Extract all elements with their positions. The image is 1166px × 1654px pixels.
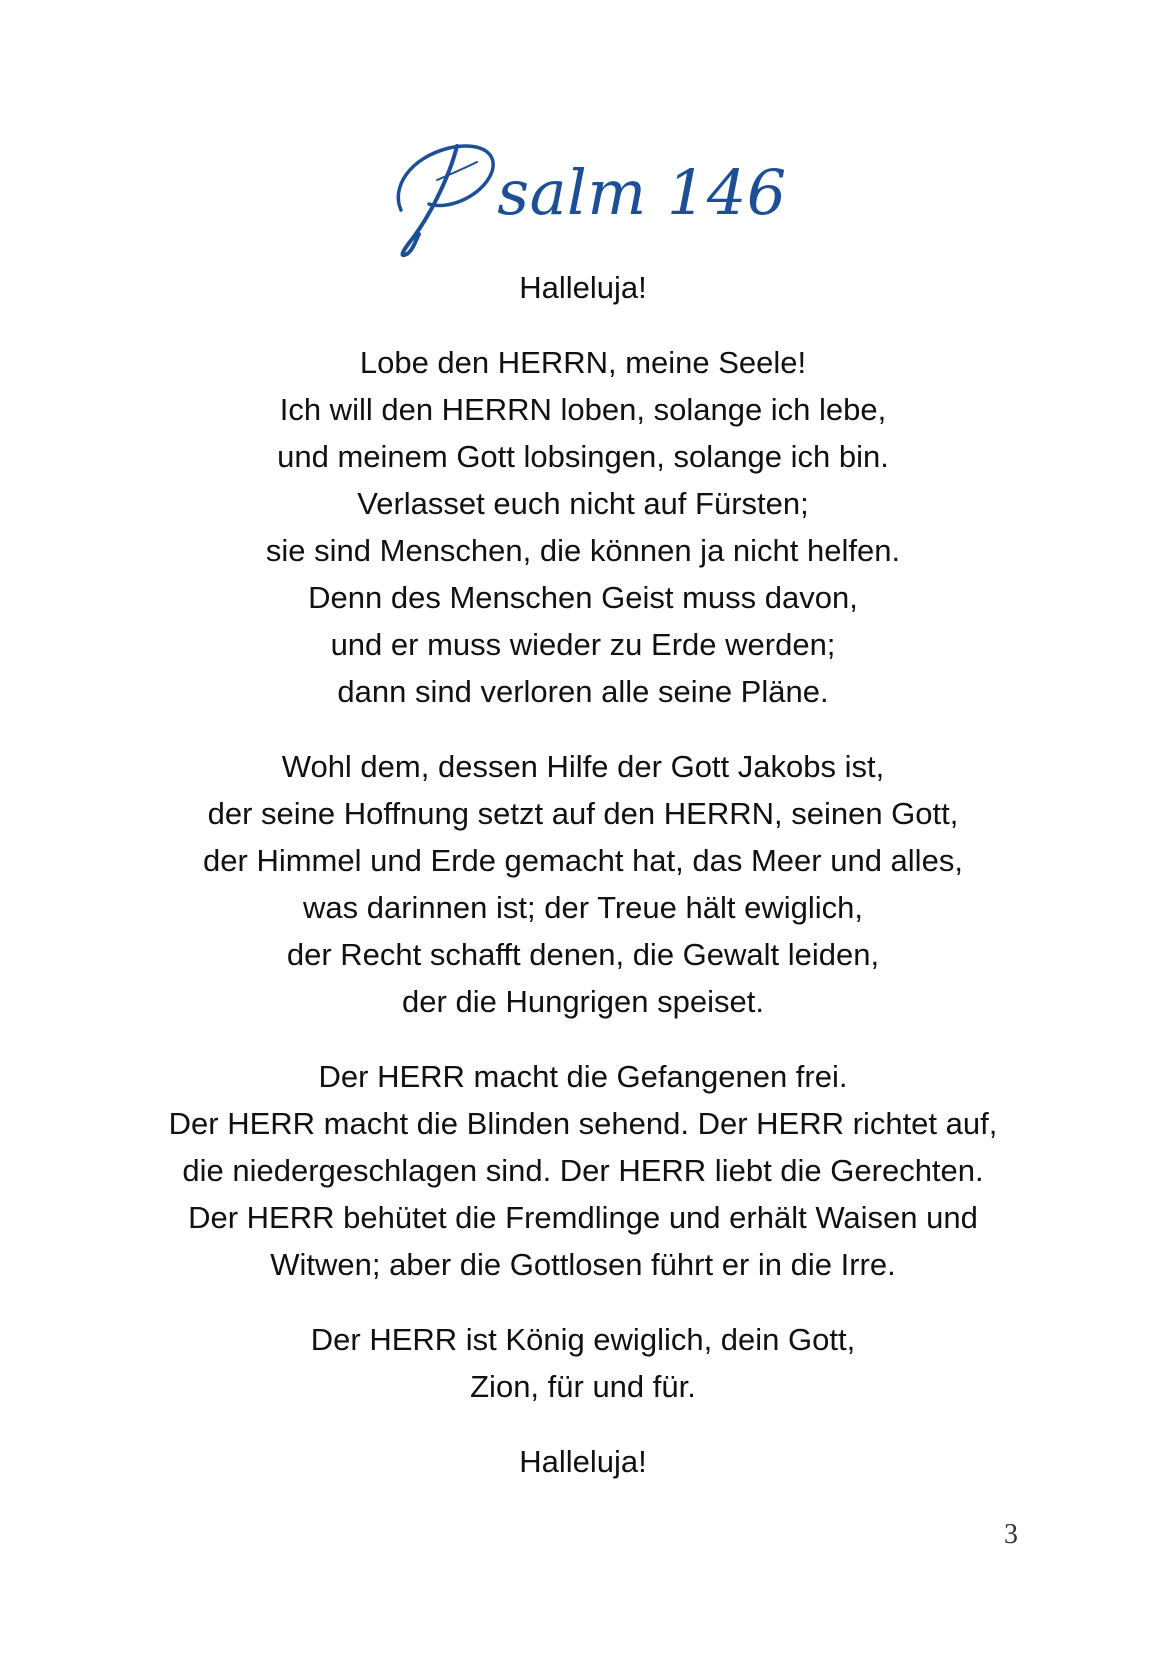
verse-line: und meinem Gott lobsingen, solange ich bin. [277, 439, 889, 474]
verse-line: der die Hungrigen speiset. [402, 984, 764, 1019]
stanza-opening [80, 264, 1086, 311]
verse-line: Ich will den HERRN loben, solange ich lebe, [279, 392, 887, 427]
verse-line: Denn des Menschen Geist muss davon, [308, 580, 858, 615]
verse-line: Der HERR ist König ewiglich, dein Gott, [310, 1322, 856, 1357]
verse-line: Witwen; aber die Gottlosen führt er in die Irre. [270, 1247, 896, 1282]
verse-line: Wohl dem, dessen Hilfe der Gott Jakobs ist, [281, 749, 885, 784]
verse-line: Der HERR macht die Gefangenen frei. [318, 1059, 848, 1094]
title-text: salm 146 [497, 156, 787, 229]
verse-line: Der HERR macht die Blinden sehend. Der HERR richtet auf, [168, 1106, 998, 1141]
title-inner [379, 118, 786, 268]
verse-line: Zion, für und für. [470, 1369, 696, 1404]
psalm-title [0, 118, 1166, 268]
stanza-closing [80, 1438, 1086, 1485]
verse-line: Verlasset euch nicht auf Fürsten; [357, 486, 809, 521]
verse-line: dann sind verloren alle seine Pläne. [337, 674, 829, 709]
verse-line: der Recht schafft denen, die Gewalt leiden, [286, 937, 880, 972]
stanza-4 [80, 1316, 1086, 1410]
stanza-1 [80, 339, 1086, 715]
verse-line: die niedergeschlagen sind. Der HERR liebt die Gerechten. [182, 1153, 984, 1188]
verse-line: der seine Hoffnung setzt auf den HERRN, seinen Gott, [207, 796, 959, 831]
verse-line: Halleluja! [519, 270, 647, 305]
verse-line: Halleluja! [519, 1444, 647, 1479]
stanza-2 [80, 743, 1086, 1025]
verse-line: und er muss wieder zu Erde werden; [330, 627, 836, 662]
verse-line: was darinnen ist; der Treue hält ewiglich, [302, 890, 863, 925]
page-number: 3 [1004, 1519, 1018, 1550]
verse-line: Der HERR behütet die Fremdlinge und erhält Waisen und [188, 1200, 978, 1235]
psalm-text [80, 264, 1086, 1513]
decorative-initial-p [379, 118, 509, 268]
stanza-3 [80, 1053, 1086, 1288]
verse-line: sie sind Menschen, die können ja nicht helfen. [265, 533, 901, 568]
verse-line: Lobe den HERRN, meine Seele! [359, 345, 807, 380]
verse-line: der Himmel und Erde gemacht hat, das Meer und alles, [203, 843, 963, 878]
